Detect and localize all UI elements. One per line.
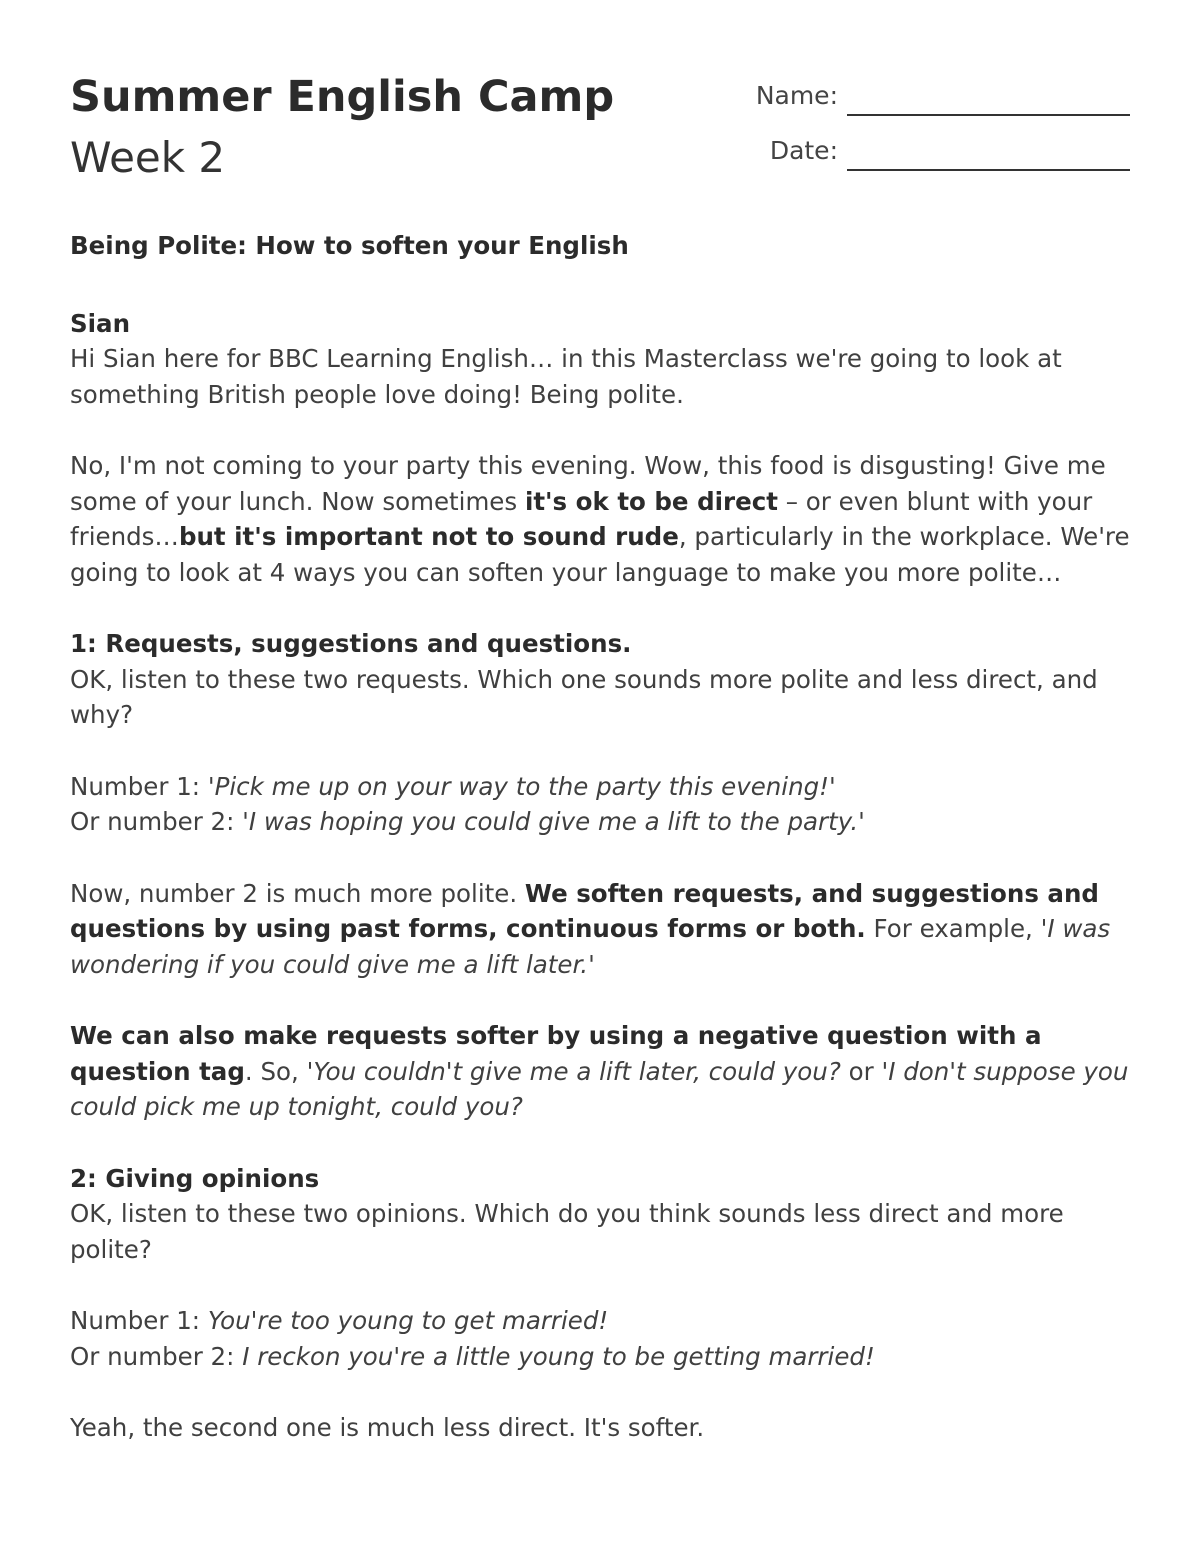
date-field[interactable] <box>750 131 1130 171</box>
lesson-heading: Being Polite: How to soften your English <box>70 231 629 260</box>
example-quote: I reckon you're a little young to be getting married! <box>242 1341 875 1371</box>
example-quote: I was hoping you could give me a lift to the party.' <box>248 807 865 836</box>
section-1-text: OK, listen to these two requests. Which one sounds more polite and less direct, and why? <box>70 664 1098 729</box>
italic-span: I don't suppose you could pick me up tonight, could you? <box>70 1056 1129 1121</box>
example-quote: Pick me up on your way to the party this evening!' <box>214 771 836 801</box>
bold-span: it's ok to be direct <box>524 486 778 516</box>
name-field[interactable] <box>750 76 1130 116</box>
bold-span: We soften requests, and suggestions and questions by using past forms, continuous forms or both. <box>70 878 1099 943</box>
name-blank-line[interactable] <box>847 114 1130 116</box>
date-blank-line[interactable] <box>847 169 1130 171</box>
section-1-heading: 1: Requests, suggestions and questions. <box>70 629 632 658</box>
bold-span: We can also make requests softer by using a negative question with a question tag <box>70 1021 1042 1086</box>
italic-span: You couldn't give me a lift later, could you? <box>313 1056 841 1086</box>
section-2-text: OK, listen to these two opinions. Which do you think sounds less direct and more polite? <box>70 1199 1064 1264</box>
speaker-name: Sian <box>70 308 131 338</box>
text-span: . So, ' <box>244 1056 314 1086</box>
section-1-intro <box>70 626 1132 733</box>
example-label: Or number 2: <box>70 1341 243 1371</box>
section-2-heading: 2: Giving opinions <box>70 1163 320 1193</box>
text-span: Now, number 2 is much more polite. <box>70 878 525 908</box>
negative-question-paragraph <box>70 1018 1132 1125</box>
text-span: – or even blunt with your friends… <box>70 486 1093 551</box>
lesson-content <box>70 228 1132 1482</box>
bold-span: but it's important not to sound rude <box>178 522 679 551</box>
intro-text: Hi Sian here for BBC Learning English… in this Masterclass we're going to look at something British people love doing! Being polite. <box>70 344 1062 409</box>
example-quote: You're too young to get married! <box>207 1306 609 1335</box>
intro-paragraph <box>70 306 1132 413</box>
page-subtitle: Week 2 <box>70 133 226 182</box>
closing-paragraph: Yeah, the second one is much less direct. It's softer. <box>70 1413 705 1442</box>
section-2-examples <box>70 1303 1132 1374</box>
text-span: or ' <box>840 1056 889 1086</box>
text-span: For example, ' <box>865 914 1048 943</box>
italic-span: I was wondering if you could give me a lift later.' <box>70 914 1111 979</box>
page-title: Summer English Camp <box>70 72 615 122</box>
softening-explanation <box>70 876 1132 983</box>
section-2-intro <box>70 1161 1132 1268</box>
text-span: No, I'm not coming to your party this evening. Wow, this food is disgusting! Give me some of your lunch. Now sometimes <box>70 451 1106 516</box>
example-label: Or number 2: ' <box>70 807 249 836</box>
section-1-examples <box>70 769 1132 840</box>
date-label: Date: <box>769 136 838 165</box>
example-label: Number 1: <box>70 1306 208 1335</box>
direct-examples-paragraph <box>70 448 1132 590</box>
example-label: Number 1: ' <box>70 771 215 801</box>
name-label: Name: <box>755 81 838 110</box>
text-span: , particularly in the workplace. We're going to look at 4 ways you can soften your language to make you more polite… <box>70 522 1130 587</box>
